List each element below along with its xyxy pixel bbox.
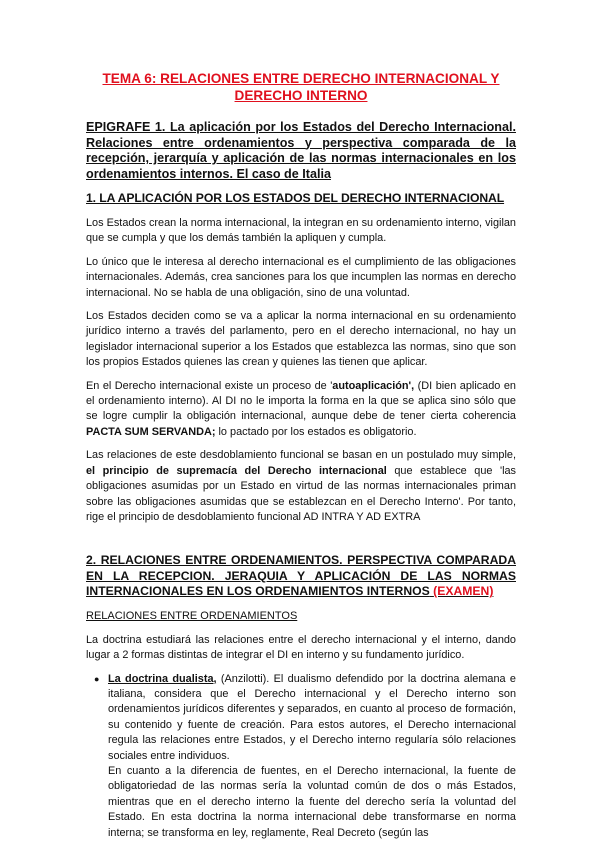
p4-text-e: lo pactado por los estados es obligatorio.: [215, 425, 417, 438]
section-2-paragraph-1: La doctrina estudiará las relaciones entre el derecho internacional y el interno, dando lugar a 2 formas distintas de integrar el DI en interno y su fundamento jurídico.: [86, 633, 516, 662]
list-item-paragraph: [108, 672, 516, 764]
section-1-paragraph-3: Los Estados deciden como se va a aplicar la norma internacional en su ordenamiento jurídico interno a través del parlamento, pero en el derecho internacional, no hay un legislador internacional superior a los Estados que establezca las normas, sino que son los propios Estados quienes las crean y quienes las tienen que aplicar.: [86, 310, 516, 369]
section-1-paragraph-4: [86, 379, 516, 441]
bullet-icon: ●: [94, 673, 100, 684]
section-1-heading: 1. LA APLICACIÓN POR LOS ESTADOS DEL DERECHO INTERNACIONAL: [86, 191, 505, 205]
section-2-subheading: RELACIONES ENTRE ORDENAMIENTOS: [86, 609, 298, 622]
exam-tag: (EXAMEN): [433, 584, 494, 599]
document-page: [86, 70, 516, 841]
section-1-paragraph-2: Lo único que le interesa al derecho internacional es el cumplimiento de las obligaciones internacionales. Además, crea sanciones para los que incumplen las normas en derecho internacional. No se habla de una obligación, sino de una voluntad.: [86, 255, 516, 299]
pacta-sunt-servanda-term: PACTA SUM SERVANDA;: [86, 425, 216, 438]
p5-text-a: Las relaciones de este desdoblamiento funcional se basan en un postulado muy simple,: [86, 449, 516, 462]
section-2-heading: [86, 553, 516, 600]
doctrine-list: [86, 672, 516, 841]
list-item-continuation: En cuanto a la diferencia de fuentes, en el Derecho internacional, la fuente de obligatoriedad de las normas sería la voluntad común de dos o más Estados, mientras que en el derecho interno la fuente del derecho sería la voluntad del Estado. En esta doctrina la norma internacional debe transformarse en norma interna; se transforma en ley, reglamente, Real Decreto (según las: [108, 765, 516, 839]
list-item: [94, 672, 516, 841]
p4-text-c: (DI bien aplicado en el ordenamiento interno). Al DI no le importa la forma en la que se aplica sino sólo que se logre cumplir la obligación internacional, aunque debe de tener cierta coherencia: [86, 379, 516, 423]
supremacy-principle-term: el principio de supremacía del Derecho internacional: [86, 464, 387, 477]
p5-text-c: que establece que 'las obligaciones asumidas por un Estado en virtud de las normas internacionales priman sobre las obligaciones asumidas que se establezcan en el Derecho Interno'. Por tanto, rige el principio de desdoblamiento funcional AD INTRA Y AD EXTRA: [86, 464, 516, 523]
section-2-heading-text: 2. RELACIONES ENTRE ORDENAMIENTOS. PERSPECTIVA COMPARADA EN LA RECEPCION. JERAQUIA Y APLICACIÓN DE LAS NORMAS INTERNACIONALES EN LOS ORDENAMIENTOS INTERNOS: [86, 553, 516, 599]
document-title: TEMA 6: RELACIONES ENTRE DERECHO INTERNACIONAL Y DERECHO INTERNO: [102, 71, 500, 103]
p4-text-a: En el Derecho internacional existe un proceso de ': [86, 379, 333, 392]
doctrina-dualista-label: La doctrina dualista,: [108, 672, 217, 685]
section-1-paragraph-1: Los Estados crean la norma internacional, la integran en su ordenamiento interno, vigilan que se cumpla y que los demás también la apliquen y cumpla.: [86, 217, 516, 245]
epigrafe-heading: EPIGRAFE 1. La aplicación por los Estados del Derecho Internacional. Relaciones entre ordenamientos y perspectiva comparada de la recepción, jerarquía y aplicación de las normas internacionales en los ordenamientos internos. El caso de Italia: [86, 120, 516, 181]
list-item-text: (Anzilotti). El dualismo defendido por la doctrina alemana e italiana, considera que el Derecho internacional y el Derecho interno son ordenamientos jurídicos diferentes y separados, en cuanto al proceso de formación, su contenido y fuente de creación. Para estos autores, el Derecho internacional regula las relaciones entre Estados, y el Derecho interno regularía sólo relaciones sociales entre individuos.: [108, 672, 516, 762]
section-1-paragraph-5: [86, 448, 516, 525]
autoaplicacion-term: autoaplicación',: [332, 379, 415, 392]
